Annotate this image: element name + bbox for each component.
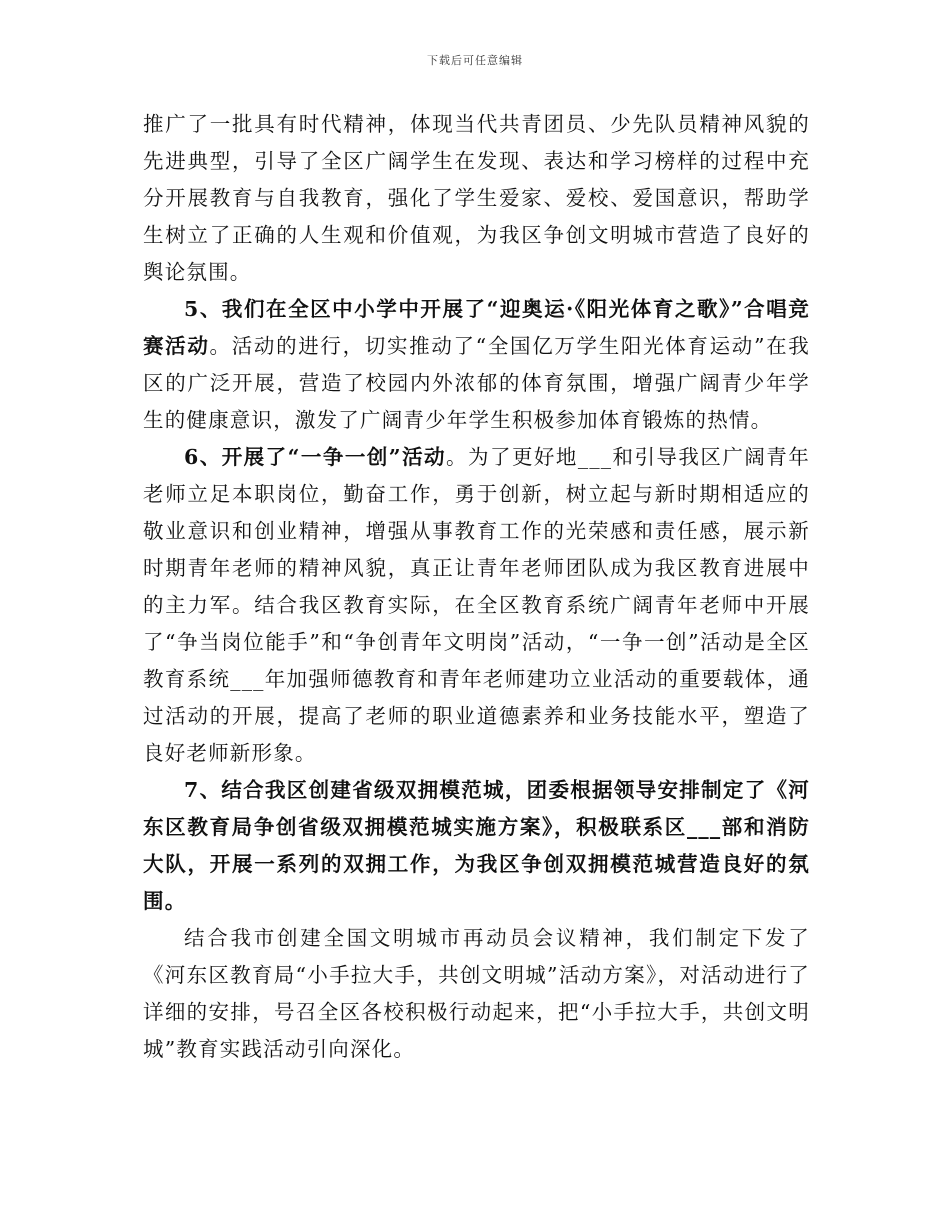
paragraph-item-7: 7、结合我区创建省级双拥模范城，团委根据领导安排制定了《河东区教育局争创省级双拥模范城实施方案》，积极联系区___部和消防大队，开展一系列的双拥工作，为我区争创双拥模范城营造良好的氛围。 xyxy=(143,778,810,913)
paragraph-closing: 结合我市创建全国文明城市再动员会议精神，我们制定下发了《河东区教育局“小手拉大手，共创文明城”活动方案》，对活动进行了详细的安排，号召全区各校积极行动起来，把“小手拉大手，共创文明城”教育实践活动引向深化。 xyxy=(143,926,810,1061)
item-6-body: 。为了更好地___和引导我区广阔青年老师立足本职岗位，勤奋工作，勇于创新，树立起与新时期相适应的敬业意识和创业精神，增强从事教育工作的光荣感和责任感，展示新时期青年老师的精神风貌，真正让青年老师团队成为我区教育进展中的主力军。结合我区教育实际，在全区教育系统广阔青年老师中开展了“争当岗位能手”和“争创青年文明岗”活动，“一争一创”活动是全区教育系统___年加强师德教育和青年老师建功立业活动的重要载体，通过活动的开展，提高了老师的职业道德素养和业务技能水平，塑造了良好老师新形象。 xyxy=(143,445,810,765)
item-5-heading: 5、我们在全区中小学中开展了“迎奥运·《阳光体育之歌》”合唱竞赛活动 xyxy=(143,297,810,358)
document-body xyxy=(143,106,810,1068)
page-header: 下载后可任意编辑 xyxy=(427,54,523,67)
item-6-heading: 6、开展了“一争一创”活动 xyxy=(184,445,447,469)
paragraph-item-5 xyxy=(143,291,810,439)
paragraph-intro-continued: 推广了一批具有时代精神，体现当代共青团员、少先队员精神风貌的先进典型，引导了全区广阔学生在发现、表达和学习榜样的过程中充分开展教育与自我教育，强化了学生爱家、爱校、爱国意识，帮助学生树立了正确的人生观和价值观，为我区争创文明城市营造了良好的舆论氛围。 xyxy=(143,112,810,284)
paragraph-item-6 xyxy=(143,439,810,772)
item-5-body: 。活动的进行，切实推动了“全国亿万学生阳光体育运动”在我区的广泛开展，营造了校园内外浓郁的体育氛围，增强广阔青少年学生的健康意识，激发了广阔青少年学生积极参加体育锻炼的热情。 xyxy=(143,334,811,432)
